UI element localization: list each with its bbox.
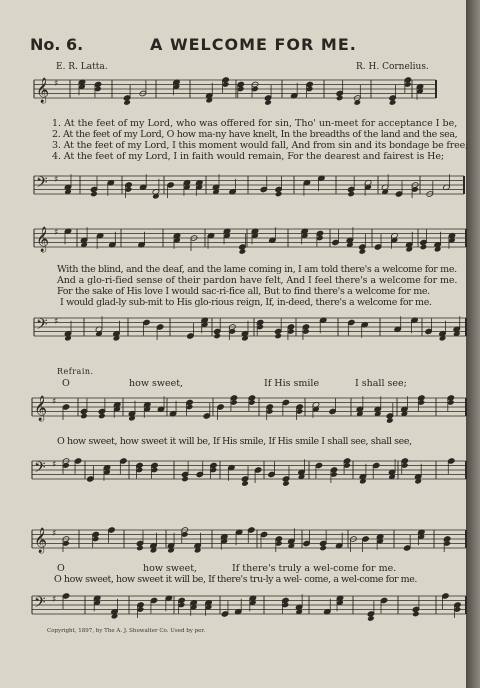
verse-3-line-2: For the sake of His love I would sac-ri-fice all, But to find there's a welcome for me.	[57, 286, 430, 297]
sharp-icon: ♯	[52, 595, 57, 605]
verse-3-line-1: 3. At the feet of my Lord, I this moment would fall, And from sin and its bondage be free;	[52, 140, 469, 151]
treble-clef-icon: 𝄞	[36, 78, 50, 103]
lyricist-credit: E. R. Latta.	[56, 62, 108, 72]
verse-4-line-2: I would glad-ly sub-mit to His glo-rious reign, If, in-deed, there's a welcome for me.	[60, 297, 432, 308]
bass-clef-icon: 𝄢	[34, 594, 46, 615]
treble-clef-icon: 𝄞	[34, 396, 48, 421]
verse-2-line-2: And a glo-ri-fied sense of their pardon have felt, And I feel there's a welcome for me.	[57, 275, 458, 286]
refrain-soprano-word: O	[62, 378, 70, 389]
refrain-label: Refrain.	[57, 367, 94, 376]
composer-credit: R. H. Cornelius.	[356, 62, 429, 72]
refrain-soprano-word: how sweet,	[143, 563, 198, 574]
verse-1-line-1: 1. At the feet of my Lord, who was offered for sin, Tho' un-meet for acceptance I be,	[52, 118, 458, 129]
hymn-title: A WELCOME FOR ME.	[150, 35, 357, 54]
refrain-bass-line-2: O how sweet, how sweet it will be, If there's tru-ly a wel- come, a wel-come for me.	[54, 574, 417, 585]
refrain-soprano-word: O	[57, 563, 65, 574]
verse-4-line-1: 4. At the feet of my Lord, I in faith would remain, For the dearest and fairest is He;	[52, 151, 444, 162]
refrain-soprano-word: I shall see;	[355, 378, 407, 389]
sharp-icon: ♯	[54, 317, 59, 327]
refrain-soprano-word: how sweet,	[129, 378, 184, 389]
copyright-notice: Copyright, 1897, by The A. J. Showalter Co. Used by per.	[47, 628, 206, 634]
verse-1-line-2: With the blind, and the deaf, and the lame coming in, I am told there's a welcome for me.	[57, 264, 457, 275]
sharp-icon: ♯	[52, 397, 57, 407]
bass-clef-icon: 𝄢	[36, 316, 48, 337]
bass-clef-icon: 𝄢	[36, 174, 48, 195]
sharp-icon: ♯	[54, 228, 59, 238]
hymn-number: No. 6.	[30, 35, 84, 54]
sharp-icon: ♯	[52, 460, 57, 470]
bass-clef-icon: 𝄢	[34, 459, 46, 480]
verse-2-line-1: 2. At the feet of my Lord, O how ma-ny have knelt, In the breadths of the land and the sea,	[52, 129, 458, 140]
treble-clef-icon: 𝄞	[34, 528, 48, 553]
treble-clef-icon: 𝄞	[36, 227, 50, 252]
sharp-icon: ♯	[54, 79, 59, 89]
sharp-icon: ♯	[52, 529, 57, 539]
refrain-bass-line-1: O how sweet, how sweet it will be, If His smile, If His smile I shall see, shall see,	[57, 436, 412, 447]
refrain-soprano-word: If there's truly a wel-come for me.	[232, 563, 397, 574]
sharp-icon: ♯	[54, 175, 59, 185]
refrain-soprano-word: If His smile	[264, 378, 320, 389]
